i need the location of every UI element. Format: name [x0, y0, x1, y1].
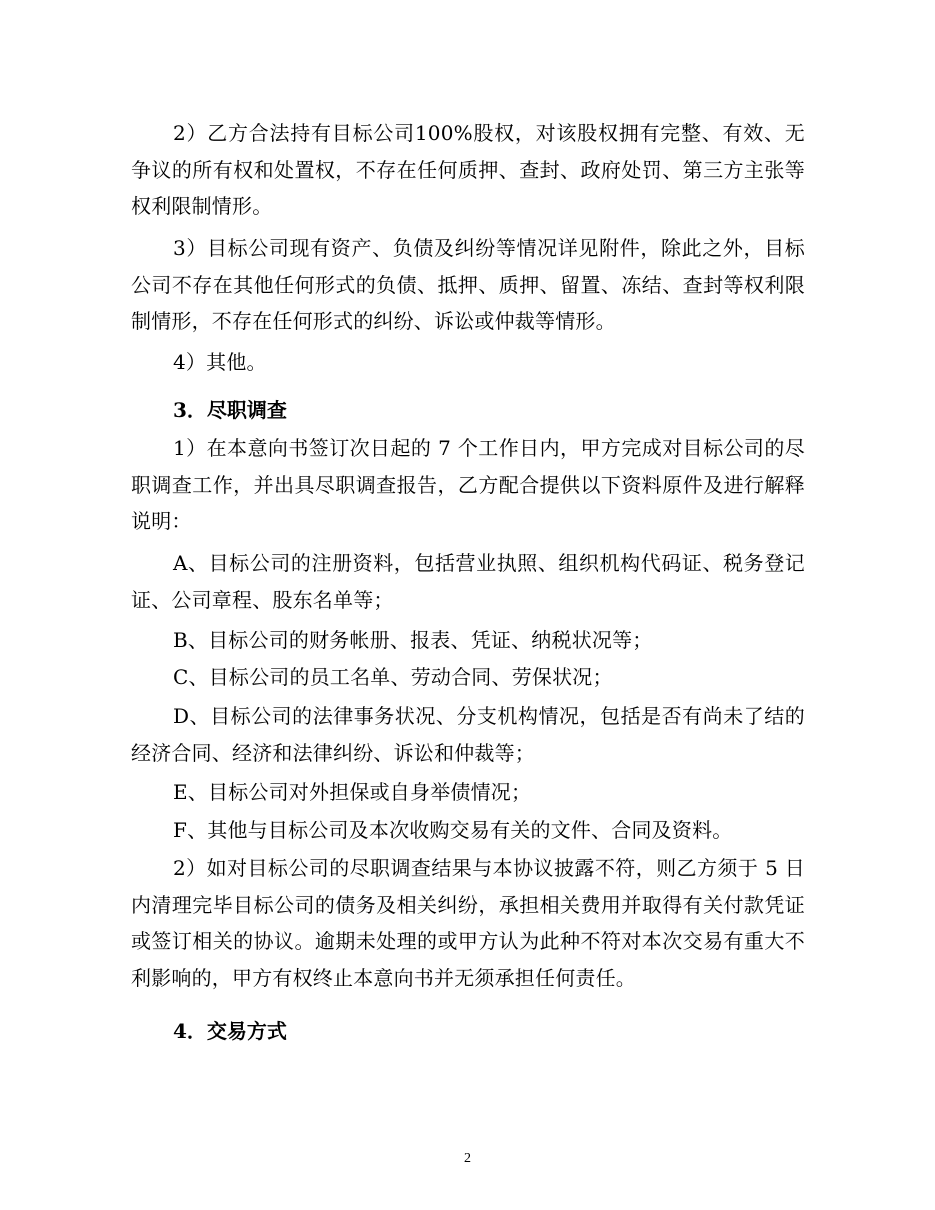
- section-3-heading: 3．尽职调查: [173, 398, 287, 422]
- clause-3-2-paragraph: 2）如对目标公司的尽职调查结果与本协议披露不符，则乙方须于 5 日内清理完毕目标公司的债务及相关纠纷，承担相关费用并取得有关付款凭证或签订相关的协议。逾期未处理的或甲方认为此种不符对本次交易有重大不利影响的，甲方有权终止本意向书并无须承担任何责任。: [131, 856, 805, 990]
- item-c-paragraph: C、目标公司的员工名单、劳动合同、劳保状况；: [173, 665, 613, 689]
- clause-2-4-paragraph: 4）其他。: [173, 350, 267, 374]
- clause-2-2-paragraph: 2）乙方合法持有目标公司100%股权，对该股权拥有完整、有效、无争议的所有权和处置权，不存在任何质押、查封、政府处罚、第三方主张等权利限制情形。: [131, 121, 805, 218]
- section-4-heading: 4．交易方式: [173, 1019, 287, 1043]
- item-f-paragraph: F、其他与目标公司及本次收购交易有关的文件、合同及资料。: [173, 818, 733, 842]
- item-d-paragraph: D、目标公司的法律事务状况、分支机构情况，包括是否有尚未了结的经济合同、经济和法律纠纷、诉讼和仲裁等；: [131, 704, 805, 765]
- clause-3-1-paragraph: 1）在本意向书签订次日起的 7 个工作日内，甲方完成对目标公司的尽职调查工作，并出具尽职调查报告，乙方配合提供以下资料原件及进行解释说明：: [131, 436, 805, 533]
- clause-2-3-paragraph: 3）目标公司现有资产、负债及纠纷等情况详见附件，除此之外，目标公司不存在其他任何形式的负债、抵押、质押、留置、冻结、查封等权利限制情形，不存在任何形式的纠纷、诉讼或仲裁等情形。: [131, 236, 805, 333]
- page-number: 2: [464, 1151, 471, 1166]
- item-a-paragraph: A、目标公司的注册资料，包括营业执照、组织机构代码证、税务登记证、公司章程、股东名单等；: [131, 551, 805, 612]
- item-b-paragraph: B、目标公司的财务帐册、报表、凭证、纳税状况等；: [173, 628, 653, 652]
- item-e-paragraph: E、目标公司对外担保或自身举债情况；: [173, 780, 532, 804]
